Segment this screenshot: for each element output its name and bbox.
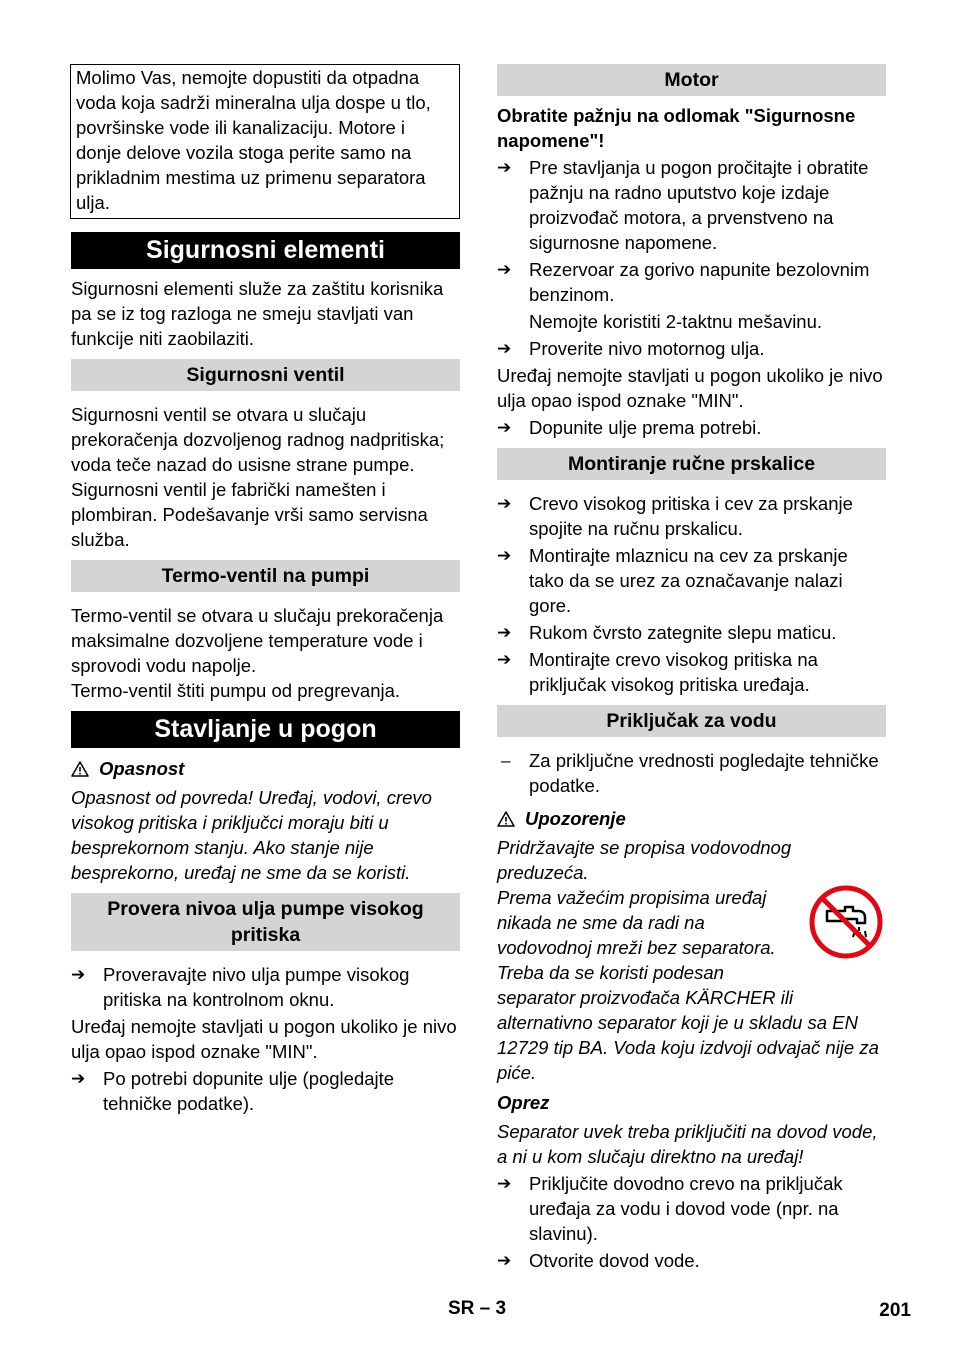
arrow-right-icon: ➔ bbox=[497, 623, 512, 642]
gun-step-1-text: Crevo visokog pritiska i cev za prskanje spojite na ručnu prskalicu. bbox=[529, 493, 853, 539]
water-dash-item bbox=[497, 748, 886, 798]
oil-check-step-2-text: Po potrebi dopunite ulje (pogledajte tehničke podatke). bbox=[103, 1068, 395, 1114]
warning-paragraph-1: Pridržavajte se propisa vodovodnog preduzeća. bbox=[497, 837, 792, 883]
oil-check-step-1-text: Proveravajte nivo ulja pumpe visokog pritiska na kontrolnom oknu. bbox=[103, 964, 410, 1010]
gun-step-2 bbox=[497, 543, 886, 618]
gun-step-1 bbox=[497, 491, 886, 541]
oil-check-paragraph: Uređaj nemojte stavljati u pogon ukoliko je nivo ulja opao ispod oznake "MIN". bbox=[71, 1016, 457, 1062]
subsection-heading-motor: Motor bbox=[497, 64, 886, 96]
gun-step-2-text: Montirajte mlaznicu na cev za prskanje tako da se urez za označavanje nalazi gore. bbox=[529, 545, 848, 616]
warning-triangle-icon bbox=[71, 761, 89, 777]
arrow-right-icon: ➔ bbox=[497, 494, 512, 513]
warning-triangle-icon bbox=[497, 811, 515, 827]
left-column bbox=[71, 64, 460, 1118]
arrow-right-icon: ➔ bbox=[497, 158, 512, 177]
thermo-valve-paragraph-1: Termo-ventil se otvara u slučaju prekoračenja maksimalne dozvoljene temperature vode i sprovodi vodu napolje. bbox=[71, 605, 444, 676]
motor-step-2-note: Nemojte koristiti 2-taktnu mešavinu. bbox=[529, 311, 823, 332]
arrow-right-icon: ➔ bbox=[497, 418, 512, 437]
motor-step-1-text: Pre stavljanja u pogon pročitajte i obratite pažnju na radno uputstvo koje izdaje proizvođač motora, a prvenstveno na sigurnosne napomene. bbox=[529, 157, 869, 253]
arrow-right-icon: ➔ bbox=[497, 339, 512, 358]
water-step-1-text: Priključite dovodno crevo na priključak uređaja za vodu i dovod vode (npr. na slavinu). bbox=[529, 1173, 843, 1244]
subsection-heading-thermo-valve: Termo-ventil na pumpi bbox=[71, 560, 460, 592]
warning-label: Upozorenje bbox=[525, 808, 626, 829]
arrow-right-icon: ➔ bbox=[497, 650, 512, 669]
oil-check-step-1 bbox=[71, 962, 460, 1012]
danger-label: Opasnost bbox=[99, 758, 185, 779]
environment-note-box bbox=[70, 64, 460, 219]
subsection-heading-oil-check: Provera nivoa ulja pumpe visokog pritiska bbox=[71, 893, 460, 951]
safety-elements-intro: Sigurnosni elementi služe za zaštitu korisnika pa se iz tog razloga ne smeju stavljati van funkcije niti zaobilaziti. bbox=[71, 278, 444, 349]
motor-step-4 bbox=[497, 415, 886, 440]
motor-paragraph: Uređaj nemojte stavljati u pogon ukoliko je nivo ulja opao ispod oznake "MIN". bbox=[497, 365, 883, 411]
oil-check-step-2 bbox=[71, 1066, 460, 1116]
caution-label: Oprez bbox=[497, 1092, 550, 1113]
arrow-right-icon: ➔ bbox=[71, 965, 86, 984]
warning-paragraph-2-wrap bbox=[497, 885, 886, 1085]
page-number: 201 bbox=[879, 1300, 911, 1321]
motor-step-1 bbox=[497, 155, 886, 255]
motor-step-3 bbox=[497, 336, 886, 361]
safety-valve-paragraph-2: Sigurnosni ventil je fabrički namešten i plombiran. Podešavanje vrši samo servisna služba. bbox=[71, 479, 428, 550]
motor-step-2-text: Rezervoar za gorivo napunite bezolovnim benzinom. bbox=[529, 259, 870, 305]
motor-step-2 bbox=[497, 257, 886, 307]
warning-heading bbox=[497, 806, 886, 831]
section-heading-start-up: Stavljanje u pogon bbox=[71, 711, 460, 748]
water-dash-item-text: Za priključne vrednosti pogledajte tehničke podatke. bbox=[529, 750, 879, 796]
arrow-right-icon: ➔ bbox=[71, 1069, 86, 1088]
danger-text: Opasnost od povreda! Uređaj, vodovi, crevo visokog pritiska i priključci moraju biti u besprekornom stanju. Ako stanje nije besprekorno, uređaj ne sme da se koristi. bbox=[71, 787, 432, 883]
gun-step-3-text: Rukom čvrsto zategnite slepu maticu. bbox=[529, 622, 837, 643]
gun-step-4-text: Montirajte crevo visokog pritiska na priključak visokog pritiska uređaja. bbox=[529, 649, 818, 695]
right-column bbox=[497, 64, 886, 1275]
motor-step-3-text: Proverite nivo motornog ulja. bbox=[529, 338, 765, 359]
no-drinking-tap-icon bbox=[809, 885, 883, 959]
arrow-right-icon: ➔ bbox=[497, 1174, 512, 1193]
arrow-right-icon: ➔ bbox=[497, 1251, 512, 1270]
arrow-right-icon: ➔ bbox=[497, 546, 512, 565]
subsection-heading-spray-gun: Montiranje ručne prskalice bbox=[497, 448, 886, 480]
safety-valve-paragraph-1: Sigurnosni ventil se otvara u slučaju prekoračenja dozvoljenog radnog nadpritiska; voda teče nazad do usisne strane pumpe. bbox=[71, 404, 445, 475]
footer-language-page: SR – 3 bbox=[448, 1298, 507, 1319]
gun-step-4 bbox=[497, 647, 886, 697]
dash-bullet: – bbox=[501, 751, 511, 770]
environment-note-text: Molimo Vas, nemojte dopustiti da otpadna voda koja sadrži mineralna ulja dospe u tlo, površinske vode ili kanalizaciju. Motore i donje delove vozila stoga perite samo na prikladnim mestima uz primenu separatora ulja. bbox=[76, 67, 431, 213]
danger-heading bbox=[71, 756, 460, 781]
motor-note: Obratite pažnju na odlomak "Sigurnosne napomene"! bbox=[497, 105, 856, 151]
water-step-1 bbox=[497, 1171, 886, 1246]
motor-step-4-text: Dopunite ulje prema potrebi. bbox=[529, 417, 762, 438]
thermo-valve-paragraph-2: Termo-ventil štiti pumpu od pregrevanja. bbox=[71, 680, 401, 701]
subsection-heading-water-connection: Priključak za vodu bbox=[497, 705, 886, 737]
caution-text: Separator uvek treba priključiti na dovod vode, a ni u kom slučaju direktno na uređaj! bbox=[497, 1121, 878, 1167]
water-step-2-text: Otvorite dovod vode. bbox=[529, 1250, 700, 1271]
water-step-2 bbox=[497, 1248, 886, 1273]
subsection-heading-safety-valve: Sigurnosni ventil bbox=[71, 359, 460, 391]
section-heading-safety-elements: Sigurnosni elementi bbox=[71, 232, 460, 269]
arrow-right-icon: ➔ bbox=[497, 260, 512, 279]
warning-paragraph-2: Prema važećim propisima uređaj nikada ne sme da radi na vodovodnoj mreži bez separatora. Treba da se koristi podesan separator proizvođača KÄRCHER ili alternativno separator koji je u skladu sa EN 12729 tip BA. Voda koju izdvoji odvajač nije za piće. bbox=[497, 887, 879, 1083]
gun-step-3 bbox=[497, 620, 886, 645]
